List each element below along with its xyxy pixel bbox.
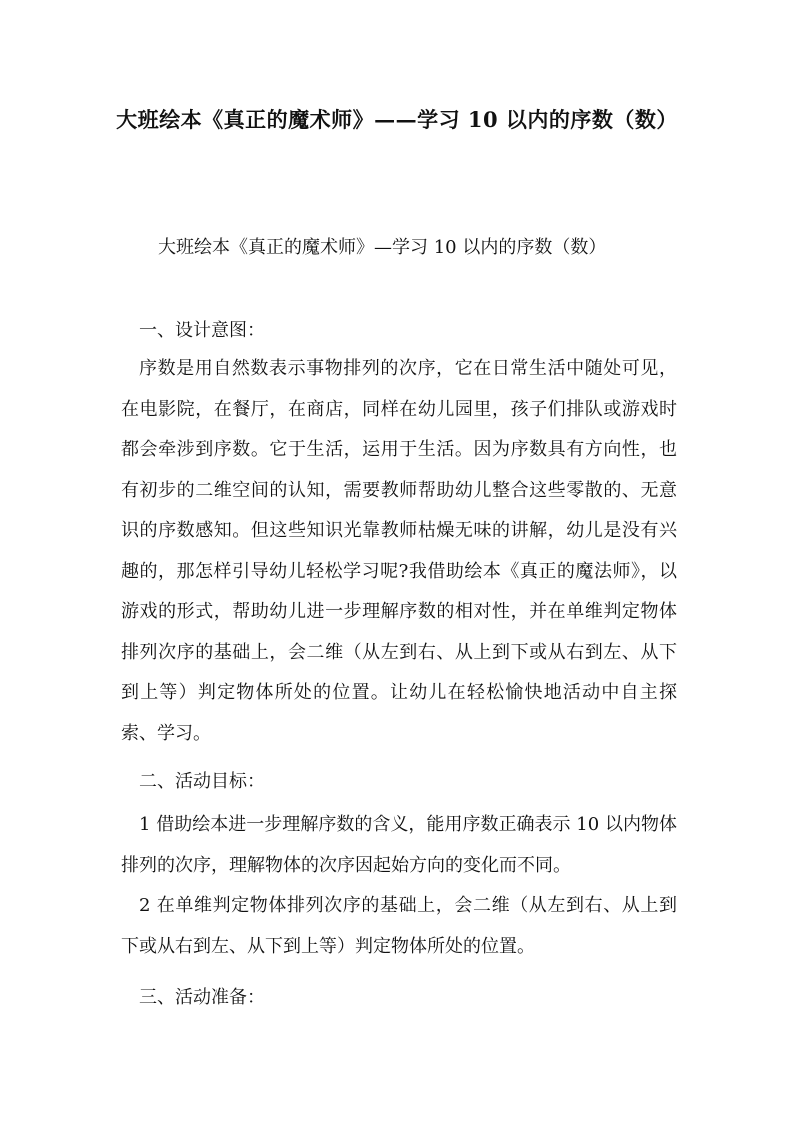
document-title: 大班绘本《真正的魔术师》——学习 10 以内的序数（数）	[116, 107, 678, 132]
paragraph-objective-2: 2 在单维判定物体排列次序的基础上，会二维（从左到右、从上到下或从右到左、从下到上等）判定物体所处的位置。	[121, 895, 677, 957]
section-heading-preparation: 三、活动准备：	[139, 987, 265, 1008]
paragraph-objective-1: 1 借助绘本进一步理解序数的含义，能用序数正确表示 10 以内物体排列的次序，理解物体的次序因起始方向的变化而不同。	[121, 814, 677, 876]
paragraph-design-intent: 序数是用自然数表示事物排列的次序，它在日常生活中随处可见，在电影院，在餐厅，在商店，同样在幼儿园里，孩子们排队或游戏时都会牵涉到序数。它于生活，运用于生活。因为序数具有方向性，也有初步的二维空间的认知，需要教师帮助幼儿整合这些零散的、无意识的序数感知。但这些知识光靠教师枯燥无味的讲解，幼儿是没有兴趣的，那怎样引导幼儿轻松学习呢?我借助绘本《真正的魔法师》，以游戏的形式，帮助幼儿进一步理解序数的相对性，并在单维判定物体排列次序的基础上，会二维（从左到右、从上到下或从右到左、从下到上等）判定物体所处的位置。让幼儿在轻松愉快地活动中自主探索、学习。	[121, 358, 677, 744]
section-heading-objectives: 二、活动目标：	[139, 771, 265, 792]
section-heading-design-intent: 一、设计意图：	[139, 320, 265, 341]
document-subtitle: 大班绘本《真正的魔术师》—学习 10 以内的序数（数）	[158, 237, 607, 258]
